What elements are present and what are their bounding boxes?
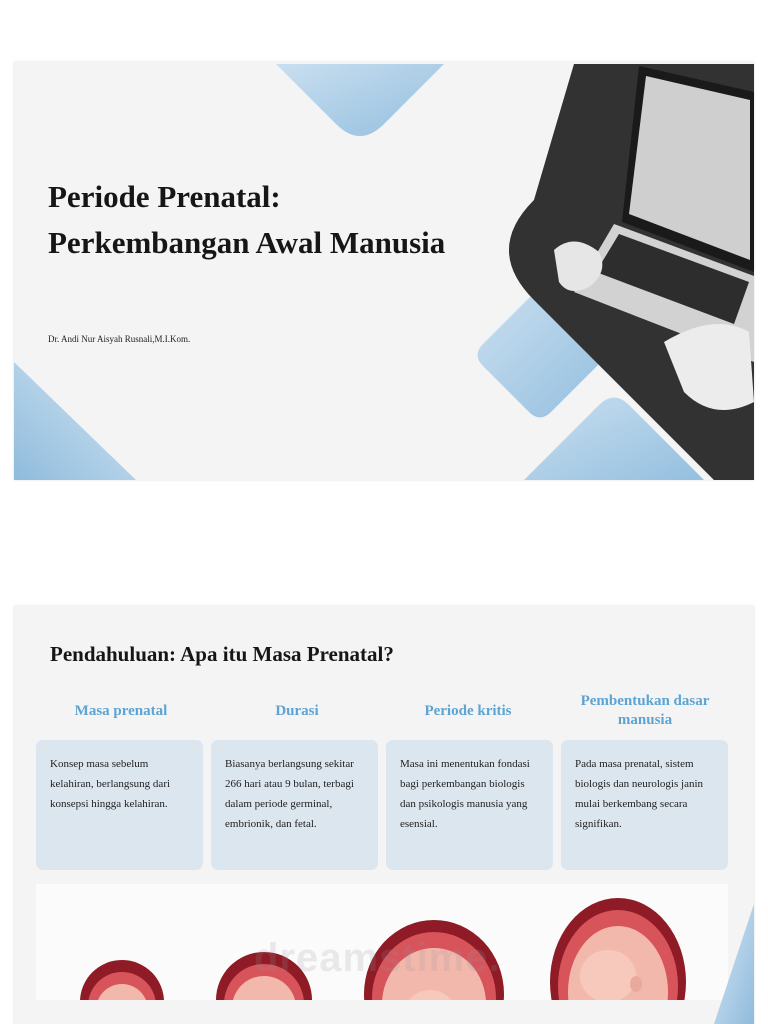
decorative-shapes	[14, 62, 754, 480]
watermark-text: dreamstime.	[254, 936, 501, 980]
title-line-2: Perkembangan Awal Manusia	[48, 225, 446, 260]
card-text: Biasanya berlangsung sekitar 266 hari atau 9 bulan, terbagi dalam periode germinal, embrionik, dan fetal.	[225, 758, 354, 830]
title-slide	[14, 62, 754, 480]
card-text: Masa ini menentukan fondasi bagi perkembangan biologis dan psikologis manusia yang esensial.	[400, 758, 530, 830]
bottom-left-triangle-shape	[14, 362, 136, 480]
title-line-1: Periode Prenatal:	[48, 179, 281, 214]
card-text: Pada masa prenatal, sistem biologis dan neurologis janin mulai berkembang secara signifikan.	[575, 758, 704, 830]
column-heading-masa-prenatal: Masa prenatal	[74, 703, 168, 719]
author-name: Dr. Andi Nur Aisyah Rusnali,M.I.Kom.	[48, 334, 191, 344]
column-heading-periode-kritis: Periode kritis	[424, 703, 512, 719]
column-heading-durasi: Durasi	[275, 703, 319, 719]
info-card-pembentukan	[561, 740, 728, 870]
info-card-masa-prenatal	[36, 740, 203, 870]
column-heading-pembentukan: Pembentukan dasar manusia	[580, 693, 710, 728]
corner-shape	[714, 904, 754, 1024]
info-card-periode-kritis	[386, 740, 553, 870]
top-triangle-shape	[276, 64, 444, 136]
page-title	[48, 174, 445, 266]
fetal-development-illustration	[36, 884, 728, 1000]
info-card-durasi	[211, 740, 378, 870]
intro-slide	[14, 606, 754, 1024]
card-text: Konsep masa sebelum kelahiran, berlangsung dari konsepsi hingga kelahiran.	[50, 758, 171, 810]
section-title: Pendahuluan: Apa itu Masa Prenatal?	[50, 642, 394, 666]
